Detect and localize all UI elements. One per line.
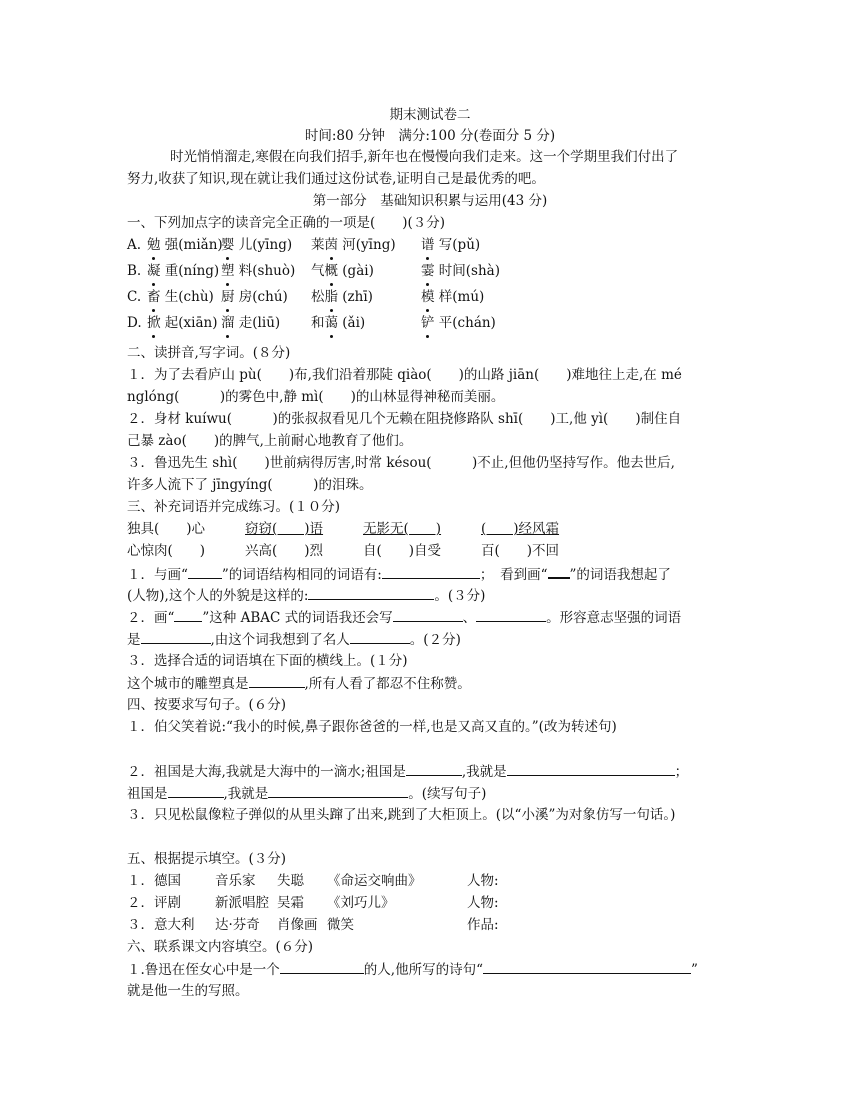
q4-title: 四、按要求写句子。(６分) xyxy=(127,697,287,713)
hint-word: 肖像画 xyxy=(277,917,318,933)
q4-item-2 xyxy=(127,761,688,782)
text: 。(续写句子) xyxy=(408,786,487,802)
q2-line-2: nglóng( )的雾色中,静 mì( )的山林显得神秘而美丽。 xyxy=(127,389,505,405)
text: (人物),这个人的外貌是这样的: xyxy=(127,588,309,604)
hint-word: ２．评剧 xyxy=(127,895,181,911)
hint-word: 达·芬奇 xyxy=(215,917,260,933)
text: ； xyxy=(674,764,689,780)
option-word xyxy=(221,235,292,255)
character: 谱 xyxy=(421,237,435,253)
option-word xyxy=(221,313,280,333)
character: 塑 xyxy=(221,263,235,279)
text: 。(３分) xyxy=(434,588,486,604)
answer-line[interactable] xyxy=(406,761,462,776)
answer-line[interactable] xyxy=(476,607,546,622)
option-letter: B. xyxy=(127,263,142,279)
text: ,所有人看了都忍不住称赞。 xyxy=(304,676,471,692)
text: ”的词语结构相同的词语有: xyxy=(221,567,382,583)
answer-line[interactable] xyxy=(168,783,224,798)
character: 霎 xyxy=(421,263,435,279)
q4-item-3: ３．只见松鼠像粒子弹似的从里头蹿了出来,跳到了大柜顶上。(以“小溪”为对象仿写一句话。) xyxy=(127,807,676,823)
pinyin: (gài) xyxy=(338,263,374,279)
answer-line[interactable] xyxy=(350,629,410,644)
dotted-character: 概 xyxy=(324,263,338,279)
answer-line[interactable] xyxy=(141,629,211,644)
hint-word: 新派唱腔 xyxy=(215,895,269,911)
answer-line[interactable] xyxy=(280,959,364,974)
character: 畜 xyxy=(147,289,161,305)
character: 溜 xyxy=(221,315,235,331)
idiom-blank: ( )经风霜 xyxy=(481,521,560,537)
character: 模 xyxy=(421,289,435,305)
answer-line xyxy=(188,564,222,579)
pinyin: 写(pǔ) xyxy=(434,237,481,253)
option-word xyxy=(311,287,373,307)
answer-line[interactable] xyxy=(308,585,434,600)
idiom-blank: 独具( )心 xyxy=(127,521,206,537)
pinyin: 料(shuò) xyxy=(234,263,296,279)
option-word xyxy=(147,235,223,255)
pinyin: 平(chán) xyxy=(434,315,496,331)
hint-word: １．德国 xyxy=(127,873,181,889)
option-letter: C. xyxy=(127,289,142,305)
q6-title: 六、联系课文内容填空。(６分) xyxy=(127,939,314,955)
answer-line[interactable] xyxy=(249,673,305,688)
text: １．与画“ xyxy=(127,567,188,583)
idiom-blank: 心惊肉( ) xyxy=(127,543,206,559)
text: ”的词语我想起了 xyxy=(569,567,671,583)
text: ,我就是 xyxy=(461,764,507,780)
q2-line-5: ３．鲁迅先生 shì( )世前病得厉害,时常 késou( )不止,但他仍坚持写作。他去世后, xyxy=(127,455,675,471)
character: 掀 xyxy=(147,315,161,331)
text: ”这种 ABAC 式的词语我还会写 xyxy=(202,610,393,626)
hint-word: 微笑 xyxy=(327,917,354,933)
character: 和 xyxy=(311,315,325,331)
text: １.鲁迅在侄女心中是一个 xyxy=(127,962,280,978)
q3-subquestion-3: ３．选择合适的词语填在下面的横线上。(１分) xyxy=(127,653,408,669)
part1-title: 第一部分 基础知识积累与运用(43 分) xyxy=(312,193,548,209)
pinyin: (zhī) xyxy=(338,289,373,305)
option-word xyxy=(221,287,288,307)
q3-subquestion-1b xyxy=(127,585,485,606)
hint-word: 《刘巧儿》 xyxy=(327,895,395,911)
dotted-character: 脂 xyxy=(324,289,338,305)
hint-word: 音乐家 xyxy=(215,873,256,889)
q2-line-3: ２．身材 kuíwu( )的张叔叔看见几个无赖在阻挠修路队 shī( )工,他 yì( )制住自 xyxy=(127,411,682,427)
q2-title: 二、读拼音,写字词。(８分) xyxy=(127,345,291,361)
answer-line[interactable] xyxy=(507,761,675,776)
q5-title: 五、根据提示填空。(３分) xyxy=(127,851,287,867)
page-title: 期末测试卷二 xyxy=(389,107,471,123)
text: 的人,他所写的诗句“ xyxy=(363,962,483,978)
pinyin: 重(níng) xyxy=(160,263,220,279)
text: 这个城市的雕塑真是 xyxy=(127,676,249,692)
dotted-character: 蔼 xyxy=(324,315,338,331)
exam-subtitle: 时间:80 分钟 满分:100 分(卷面分 5 分) xyxy=(304,128,556,144)
text: ２．画“ xyxy=(127,610,175,626)
q3-subquestion-2 xyxy=(127,607,681,628)
character: 松 xyxy=(311,289,325,305)
hint-word: 吴霜 xyxy=(277,895,304,911)
text: 祖国是 xyxy=(127,786,168,802)
option-word xyxy=(421,287,484,307)
idiom-blank: 窃窃( )语 xyxy=(245,521,324,537)
intro-line-1: 时光悄悄溜走,寒假在向我们招手,新年也在慢慢向我们走来。这一个学期里我们付出了 xyxy=(170,149,679,165)
answer-label: 人物: xyxy=(467,895,499,911)
hint-word: 失聪 xyxy=(277,873,304,889)
pinyin: 时间(shà) xyxy=(434,263,500,279)
pinyin: 起(xiān) xyxy=(160,315,218,331)
pinyin: 强(miǎn) xyxy=(160,237,223,253)
q2-line-6: 许多人流下了 jīngyíng( )的泪珠。 xyxy=(127,477,373,493)
option-word xyxy=(311,261,374,281)
idiom-blank: 兴高( )烈 xyxy=(245,543,324,559)
text: 。形容意志坚强的词语 xyxy=(546,610,682,626)
text: ２．祖国是大海,我就是大海中的一滴水;祖国是 xyxy=(127,764,406,780)
q1-title: 一、下列加点字的读音完全正确的一项是( )(３分) xyxy=(127,215,446,231)
answer-label: 人物: xyxy=(467,873,499,889)
answer-line xyxy=(174,607,202,622)
answer-line xyxy=(548,563,570,579)
option-word xyxy=(311,313,365,333)
pinyin: 房(chú) xyxy=(234,289,288,305)
option-word xyxy=(147,313,218,333)
idiom-blank: 百( )不回 xyxy=(481,543,560,559)
text: ” xyxy=(691,962,698,978)
intro-line-2: 努力,收获了知识,现在就让我们通过这份试卷,证明自己是最优秀的吧。 xyxy=(127,171,545,187)
character: 厨 xyxy=(221,289,235,305)
text: 。(２分) xyxy=(409,632,461,648)
hint-word: ３．意大利 xyxy=(127,917,195,933)
answer-line[interactable] xyxy=(382,564,480,579)
text: ,由这个词我想到了名人 xyxy=(210,632,350,648)
answer-label: 作品: xyxy=(467,917,499,933)
option-word xyxy=(421,313,496,333)
dotted-character: 茵 xyxy=(324,237,338,253)
q3-subquestion-3b xyxy=(127,673,471,694)
q2-line-4: 己暴 zào( )的脾气,上前耐心地教育了他们。 xyxy=(127,433,413,449)
answer-line[interactable] xyxy=(483,959,691,974)
option-word xyxy=(147,261,219,281)
pinyin: 样(mú) xyxy=(434,289,485,305)
q4-item-2b xyxy=(127,783,486,804)
q6-item-1b: 就是他一生的写照。 xyxy=(127,983,249,999)
option-letter: A. xyxy=(127,237,142,253)
hint-word: 《命运交响曲》 xyxy=(327,873,422,889)
pinyin: 生(chù) xyxy=(160,289,214,305)
pinyin: (ǎi) xyxy=(338,315,366,331)
q6-item-1 xyxy=(127,959,698,980)
answer-line[interactable] xyxy=(268,783,408,798)
q3-subquestion-2b xyxy=(127,629,461,650)
pinyin: 走(liū) xyxy=(234,315,281,331)
pinyin: 河(yīng) xyxy=(338,237,396,253)
text: 、 xyxy=(462,610,477,626)
option-word xyxy=(221,261,295,281)
text: 是 xyxy=(127,632,141,648)
character: 婴 xyxy=(221,237,235,253)
option-letter: D. xyxy=(127,315,142,331)
option-word xyxy=(147,287,214,307)
character: 气 xyxy=(311,263,325,279)
text: ； 看到画“ xyxy=(479,567,548,583)
character: 凝 xyxy=(147,263,161,279)
option-word xyxy=(421,235,480,255)
pinyin: 儿(yīng) xyxy=(234,237,293,253)
idiom-blank: 自( )自受 xyxy=(363,543,442,559)
q4-item-1: １．伯父笑着说:“我小的时候,鼻子跟你爸爸的一样,也是又高又直的。”(改为转述句) xyxy=(127,719,617,735)
option-word xyxy=(421,261,500,281)
q2-line-1: １．为了去看庐山 pù( )布,我们沿着那陡 qiào( )的山路 jiān( )难地往上走,在 mé xyxy=(127,367,682,383)
text: ,我就是 xyxy=(223,786,269,802)
q3-title: 三、补充词语并完成练习。(１０分) xyxy=(127,499,341,515)
q3-subquestion-1 xyxy=(127,563,671,585)
answer-line[interactable] xyxy=(393,607,463,622)
idiom-blank: 无影无( ) xyxy=(363,521,442,537)
character: 莱 xyxy=(311,237,325,253)
character: 铲 xyxy=(421,315,435,331)
character: 勉 xyxy=(147,237,161,253)
option-word xyxy=(311,235,396,255)
